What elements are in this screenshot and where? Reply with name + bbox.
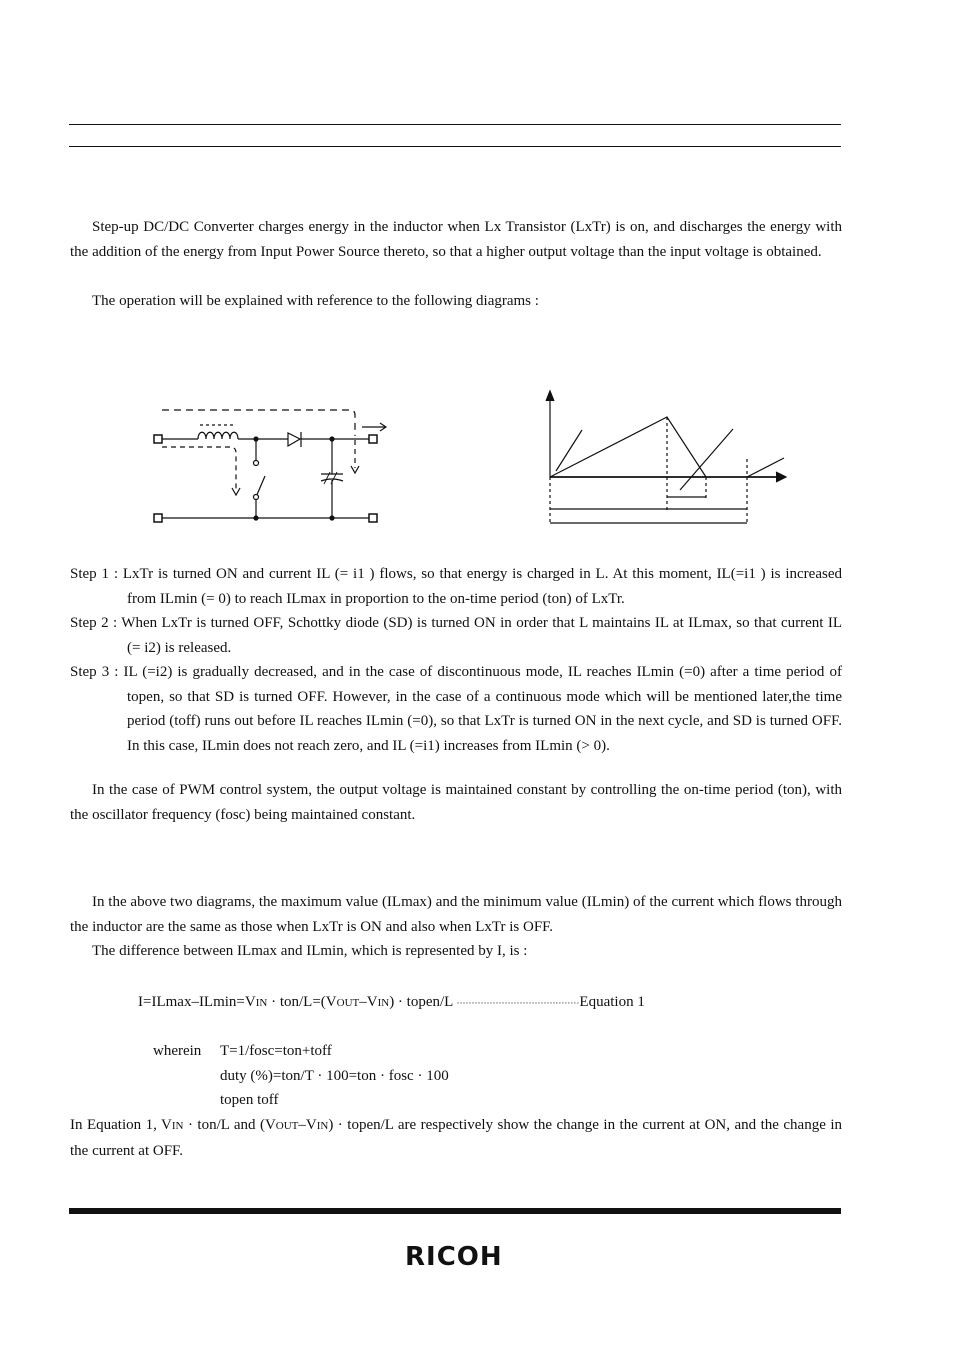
closing-paragraph bbox=[70, 1113, 842, 1163]
equation-1 bbox=[138, 992, 645, 1013]
intro-paragraph: Step-up DC/DC Converter charges energy in the inductor when Lx Transistor (LxTr) is on, and discharges the energy with the addition of the energy from Input Power Source thereto, so that a higher output voltage than the input voltage is obtained. bbox=[70, 219, 842, 260]
step-1 bbox=[70, 562, 842, 611]
equation-part: ) · topen/L bbox=[389, 994, 457, 1010]
step-1-label: Step 1 : bbox=[70, 566, 123, 582]
step-3-label: Step 3 : bbox=[70, 664, 124, 680]
footer-rule bbox=[69, 1208, 841, 1214]
ricoh-logo: RICOH bbox=[405, 1242, 503, 1272]
ripple-difference-paragraph: The difference between ILmax and ILmin, which is represented by I, is : bbox=[92, 943, 528, 959]
closing-subscript: IN bbox=[171, 1120, 184, 1132]
closing-subscript: OUT bbox=[275, 1120, 299, 1132]
step-1-text: LxTr is turned ON and current IL (= i1 ) flows, so that energy is charged in L. At this moment, IL(=i1 ) is increased from ILmin (= 0) to reach ILmax in proportion to the on-time period (ton) of LxTr. bbox=[122, 566, 842, 607]
wherein-duty: duty (%)=ton/T · 100=ton · fosc · 100 bbox=[220, 1068, 449, 1084]
wherein-period: T=1/fosc=ton+toff bbox=[220, 1043, 332, 1059]
step-2-label: Step 2 : bbox=[70, 615, 122, 631]
step-3 bbox=[70, 660, 842, 758]
header-rule-bottom bbox=[69, 146, 841, 147]
equation-part: · ton/L=(V bbox=[267, 994, 337, 1010]
equation-subscript: IN bbox=[377, 997, 390, 1009]
step-2-text: When LxTr is turned OFF, Schottky diode (SD) is turned ON in order that L maintains IL at ILmax, so that current IL (= i2) is released. bbox=[121, 615, 842, 656]
closing-part: –V bbox=[298, 1117, 317, 1133]
equation-label: Equation 1 bbox=[579, 994, 645, 1010]
boost-circuit-diagram bbox=[150, 400, 390, 540]
closing-part: · ton/L and (V bbox=[183, 1117, 276, 1133]
ripple-paragraph: In the above two diagrams, the maximum value (ILmax) and the minimum value (ILmin) of the current which flows through the inductor are the same as those when LxTr is ON and also when LxTr is OFF. bbox=[70, 894, 842, 935]
step-3-text: IL (=i2) is gradually decreased, and in the case of discontinuous mode, IL reaches ILmin (=0) after a time period of topen, so that SD is turned OFF. However, in the case of a continuous mode which will be mentioned later,the time period (toff) runs out before IL reaches ILmin (=0), so that LxTr is turned ON in the next cycle, and SD is turned OFF. In this case, ILmin does not reach zero, and IL (=i1) increases from ILmin (> 0). bbox=[123, 664, 842, 754]
equation-leader-dots: ········································· bbox=[456, 998, 580, 1008]
pwm-paragraph: In the case of PWM control system, the output voltage is maintained constant by controlling the on-time period (ton), with the oscillator frequency (fosc) being maintained constant. bbox=[70, 782, 842, 823]
wherein-label: wherein bbox=[153, 1043, 202, 1059]
step-2 bbox=[70, 611, 842, 660]
inductor-current-waveform bbox=[540, 385, 800, 535]
header-rule-top bbox=[69, 124, 841, 125]
closing-part: In Equation 1, V bbox=[70, 1117, 172, 1133]
equation-part: I=ILmax–ILmin=V bbox=[138, 994, 256, 1010]
equation-part: –V bbox=[359, 994, 378, 1010]
wherein-topen: topen toff bbox=[220, 1092, 279, 1108]
equation-subscript: OUT bbox=[336, 997, 360, 1009]
intro-reference-paragraph: The operation will be explained with reference to the following diagrams : bbox=[92, 293, 539, 309]
equation-subscript: IN bbox=[255, 997, 268, 1009]
closing-part: ) · topen/L are respectively show the change in the current at ON, and the change in the current at OFF. bbox=[70, 1117, 842, 1159]
closing-subscript: IN bbox=[316, 1120, 329, 1132]
